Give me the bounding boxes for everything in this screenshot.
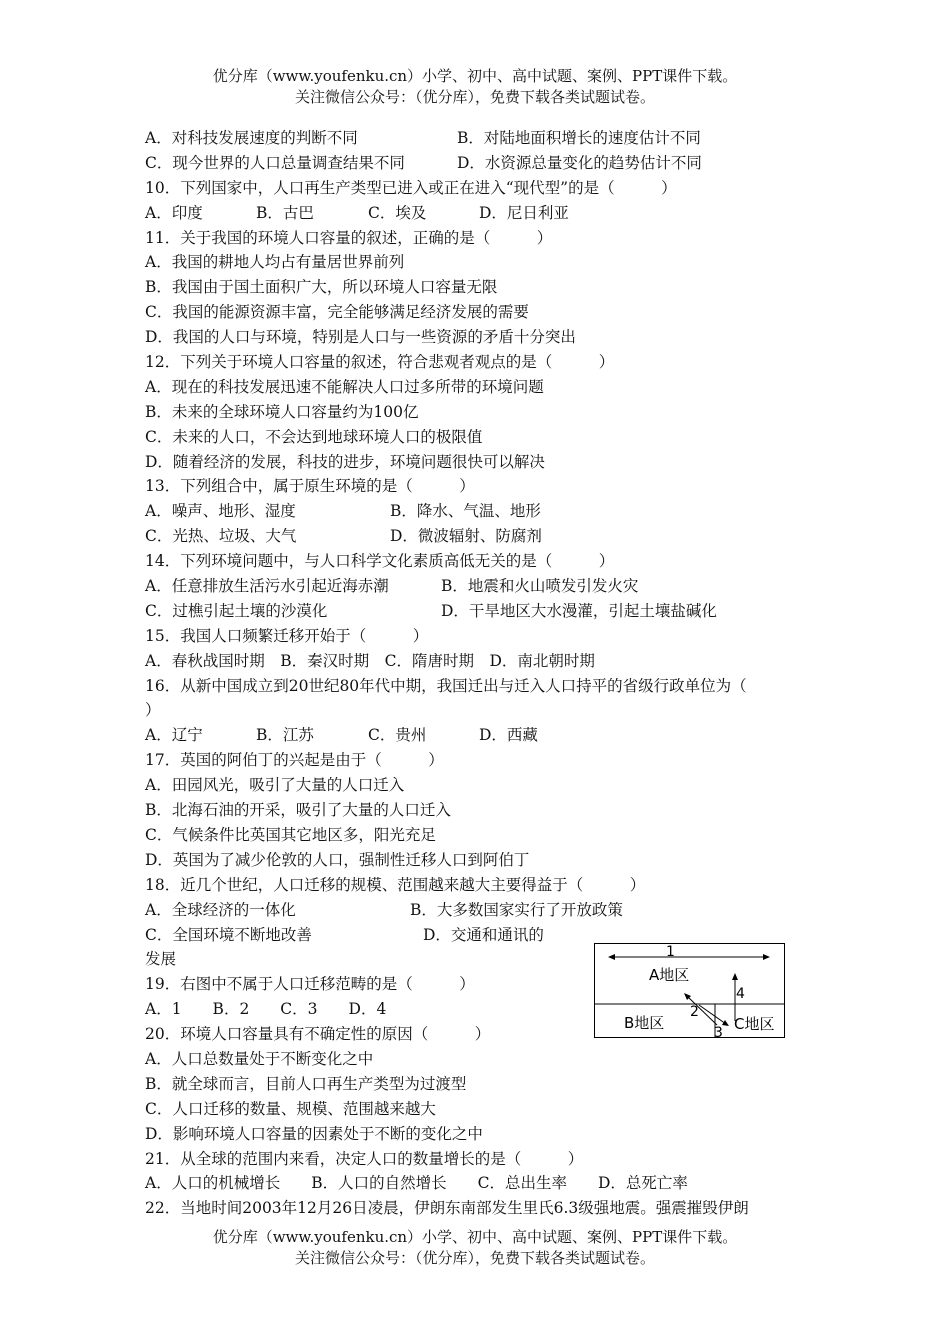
arrow-4-head xyxy=(732,973,738,980)
q20-stem: 20．环境人口容量具有不确定性的原因（ ） xyxy=(145,1025,491,1044)
q20-option-b: B．就全球而言，目前人口再生产类型为过渡型 xyxy=(145,1074,467,1093)
q11-option-c: C．我国的能源资源丰富，完全能够满足经济发展的需要 xyxy=(145,303,529,322)
region-c-label: C地区 xyxy=(734,1015,775,1033)
label-3: 3 xyxy=(714,1025,723,1039)
q12-option-d: D．随着经济的发展，科技的进步，环境问题很快可以解决 xyxy=(145,452,545,471)
q9-option-b: B．对陆地面积增长的速度估计不同 xyxy=(457,129,701,147)
q14-option-b: B．地震和火山喷发引发火灾 xyxy=(441,577,639,596)
migration-diagram-svg xyxy=(594,943,786,1039)
q9-option-d: D．水资源总量变化的趋势估计不同 xyxy=(457,153,702,172)
q14-option-d: D．干旱地区大水漫灌，引起土壤盐碱化 xyxy=(441,601,717,620)
q14-stem: 14．下列环境问题中，与人口科学文化素质高低无关的是（ ） xyxy=(145,552,615,571)
migration-diagram xyxy=(594,943,786,1039)
q18-stem: 18．近几个世纪，人口迁移的规模、范围越来越大主要得益于（ ） xyxy=(145,875,646,894)
q16-option-c: C．贵州 xyxy=(368,726,427,745)
page-footer xyxy=(0,1227,950,1269)
region-a-label: A地区 xyxy=(649,966,690,984)
q18-option-b: B．大多数国家实行了开放政策 xyxy=(410,900,623,919)
q14-cd xyxy=(145,599,825,624)
q13-stem: 13．下列组合中，属于原生环境的是（ ） xyxy=(145,477,475,496)
q21-stem: 21．从全球的范围内来看，决定人口的数量增长的是（ ） xyxy=(145,1149,584,1168)
q17-stem: 17．英国的阿伯丁的兴起是由于（ ） xyxy=(145,751,444,770)
q11-option-d: D．我国的人口与环境，特别是人口与一些资源的矛盾十分突出 xyxy=(145,328,576,347)
q15-options: A．春秋战国时期 B．秦汉时期 C．隋唐时期 D．南北朝时期 xyxy=(145,651,595,670)
footer-line-1: 优分库（www.youfenku.cn）小学、初中、高中试题、案例、PPT课件下载。 xyxy=(212,1228,738,1246)
q13-option-a: A．噪声、地形、湿度 xyxy=(145,502,296,521)
page-header xyxy=(0,66,950,108)
region-b-label: B地区 xyxy=(624,1014,665,1032)
q10-option-c: C．埃及 xyxy=(368,203,427,222)
q22-stem: 22．当地时间2003年12月26日凌晨，伊朗东南部发生里氏6.3级强地震。强震摧毁伊朗 xyxy=(145,1199,749,1218)
q9-option-a: A．对科技发展速度的判断不同 xyxy=(145,129,358,147)
footer-line-2: 关注微信公众号：（优分库），免费下载各类试题试卷。 xyxy=(294,1249,655,1267)
arrow-1-head-left xyxy=(608,954,615,960)
q9-ab xyxy=(145,126,825,151)
question-body xyxy=(145,126,825,1221)
header-line-1: 优分库（www.youfenku.cn）小学、初中、高中试题、案例、PPT课件下载。 xyxy=(212,67,738,85)
q21-options: A．人口的机械增长 B．人口的自然增长 C．总出生率 D．总死亡率 xyxy=(145,1174,688,1193)
arrow-1-head-right xyxy=(763,954,770,960)
q10-stem: 10．下列国家中，人口再生产类型已进入或正在进入“现代型”的是（ ） xyxy=(145,178,677,197)
q9-cd xyxy=(145,151,825,176)
q13-ab xyxy=(145,499,825,524)
q18-option-d-cont: 发展 xyxy=(145,950,177,969)
q10-options xyxy=(145,201,825,226)
q16-option-a: A．辽宁 xyxy=(145,726,203,745)
q19-stem: 19．右图中不属于人口迁移范畴的是（ ） xyxy=(145,975,475,994)
q18-option-a: A．全球经济的一体化 xyxy=(145,900,296,919)
q14-ab xyxy=(145,574,825,599)
q14-option-a: A．任意排放生活污水引起近海赤潮 xyxy=(145,577,389,596)
q9-option-c: C．现今世界的人口总量调查结果不同 xyxy=(145,153,405,172)
q12-stem: 12．下列关于环境人口容量的叙述，符合悲观者观点的是（ ） xyxy=(145,353,615,372)
q16-options xyxy=(145,723,825,748)
q11-option-a: A．我国的耕地人均占有量居世界前列 xyxy=(145,253,405,272)
q11-stem: 11．关于我国的环境人口容量的叙述，正确的是（ ） xyxy=(145,228,553,247)
q13-option-c: C．光热、垃圾、大气 xyxy=(145,527,297,546)
q10-option-d: D．尼日利亚 xyxy=(479,203,569,222)
q12-option-a: A．现在的科技发展迅速不能解决人口过多所带的环境问题 xyxy=(145,377,544,396)
q13-option-d: D．微波辐射、防腐剂 xyxy=(390,527,542,546)
q12-option-c: C．未来的人口，不会达到地球环境人口的极限值 xyxy=(145,427,483,446)
q14-option-c: C．过樵引起土壤的沙漠化 xyxy=(145,601,328,620)
q13-option-b: B．降水、气温、地形 xyxy=(390,502,541,521)
q15-stem: 15．我国人口频繁迁移开始于（ ） xyxy=(145,626,429,645)
q12-option-b: B．未来的全球环境人口容量约为100亿 xyxy=(145,402,419,421)
q18-ab xyxy=(145,898,825,923)
q20-option-d: D．影响环境人口容量的因素处于不断的变化之中 xyxy=(145,1124,483,1143)
label-4: 4 xyxy=(736,986,745,1002)
q16-option-d: D．西藏 xyxy=(479,726,538,745)
q10-option-b: B．古巴 xyxy=(256,203,314,222)
q17-option-a: A．田园风光，吸引了大量的人口迁入 xyxy=(145,776,405,795)
q11-option-b: B．我国由于国土面积广大，所以环境人口容量无限 xyxy=(145,278,498,297)
label-2: 2 xyxy=(690,1004,699,1020)
q16-option-b: B．江苏 xyxy=(256,726,314,745)
q16-stem-cont: ） xyxy=(145,701,161,720)
q13-cd xyxy=(145,524,825,549)
arrow-3-head xyxy=(722,1020,729,1026)
q10-option-a: A．印度 xyxy=(145,203,203,222)
q18-option-c: C．全国环境不断地改善 xyxy=(145,925,312,944)
q20-option-c: C．人口迁移的数量、规模、范围越来越大 xyxy=(145,1099,436,1118)
q17-option-c: C．气候条件比英国其它地区多，阳光充足 xyxy=(145,825,436,844)
q18-option-d: D．交通和通讯的 xyxy=(423,925,544,944)
q20-option-a: A．人口总数量处于不断变化之中 xyxy=(145,1049,374,1068)
q17-option-d: D．英国为了减少伦敦的人口，强制性迁移人口到阿伯丁 xyxy=(145,850,530,869)
header-line-2: 关注微信公众号：（优分库），免费下载各类试题试卷。 xyxy=(294,88,655,106)
q17-option-b: B．北海石油的开采，吸引了大量的人口迁入 xyxy=(145,801,451,820)
label-1: 1 xyxy=(666,944,675,960)
q16-stem: 16．从新中国成立到20世纪80年代中期，我国迁出与迁入人口持平的省级行政单位为（ xyxy=(145,676,747,695)
q19-options: A．1 B．2 C．3 D．4 xyxy=(145,1000,387,1019)
